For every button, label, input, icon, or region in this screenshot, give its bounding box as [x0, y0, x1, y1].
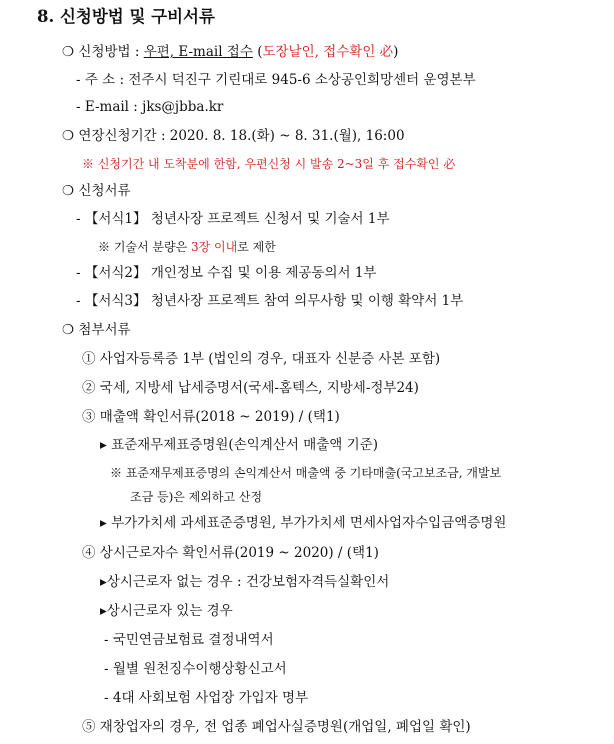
method-note: 도장날인, 접수확인 必: [262, 44, 394, 60]
attachment-4: ④ 상시근로자수 확인서류(2019 ~ 2020) / (택1): [82, 545, 379, 561]
attachment-3-sub-1-note-l2: 조금 등)은 제외하고 산정: [130, 490, 263, 504]
attachment-3-sub-1-note-l1: ※ 표준재무제표증명의 손익계산서 매출액 중 기타매출(국고보조금, 개발보: [110, 466, 502, 480]
deadline-line: [62, 127, 405, 145]
section-heading: 8. 신청방법 및 구비서류: [37, 7, 215, 26]
address-line: - 주 소 : 전주시 덕진구 기린대로 945-6 소상공인희망센터 운영본부: [76, 72, 476, 88]
method-note-open: (: [252, 44, 263, 60]
form-item-1-note-c: 로 제한: [237, 240, 276, 254]
form-item-3: - 【서식3】 청년사장 프로젝트 참여 의무사항 및 이행 확약서 1부: [76, 293, 464, 309]
attachment-4-sub-2: ▸상시근로자 있는 경우: [100, 603, 233, 619]
circle-bullet-icon: ❍: [62, 183, 75, 199]
attachment-3: ③ 매출액 확인서류(2018 ~ 2019) / (택1): [82, 409, 340, 425]
circle-bullet-icon: ❍: [62, 44, 75, 60]
forms-title: 신청서류: [78, 183, 131, 199]
method-label: 신청방법 :: [78, 44, 144, 60]
deadline-text: 연장신청기간 : 2020. 8. 18.(화) ~ 8. 31.(월), 16:00: [78, 128, 405, 144]
method-note-close: ): [393, 44, 399, 60]
form-item-1-note: [98, 238, 276, 256]
circle-bullet-icon: ❍: [62, 128, 75, 144]
deadline-note: ※ 신청기간 내 도착분에 한함, 우편신청 시 발송 2~3일 후 접수확인 必: [82, 157, 456, 171]
email-line: - E-mail : jks@jbba.kr: [76, 99, 224, 115]
method-value: 우편, E-mail 접수: [143, 44, 253, 60]
forms-title-line: [62, 182, 131, 200]
attachment-4-sub-2-item-3: - 4대 사회보험 사업장 가입자 명부: [104, 690, 309, 706]
attachments-title-line: [62, 321, 131, 339]
attachment-4-sub-2-item-1: - 국민연금보험료 결정내역서: [104, 632, 274, 648]
circle-bullet-icon: ❍: [62, 322, 75, 338]
form-item-1-note-b: 3장 이내: [191, 240, 238, 254]
attachment-3-sub-1: ▸ 표준재무제표증명원(손익계산서 매출액 기준): [100, 437, 378, 453]
form-item-1: - 【서식1】 청년사장 프로젝트 신청서 및 기술서 1부: [76, 211, 390, 227]
form-item-1-note-a: ※ 기술서 분량은: [98, 240, 191, 254]
attachment-3-sub-2: ▸ 부가가치세 과세표준증명원, 부가가치세 면세사업자수입금액증명원: [100, 515, 507, 531]
form-item-2: - 【서식2】 개인정보 수집 및 이용 제공동의서 1부: [76, 265, 377, 281]
attachments-title: 첨부서류: [78, 322, 131, 338]
attachment-2: ② 국세, 지방세 납세증명서(국세-홈텍스, 지방세-정부24): [82, 380, 419, 396]
attachment-4-sub-1: ▸상시근로자 없는 경우 : 건강보험자격득실확인서: [100, 574, 390, 590]
attachment-4-sub-2-item-2: - 월별 원천징수이행상황신고서: [104, 661, 287, 677]
attachment-5: ⑤ 재창업자의 경우, 전 업종 폐업사실증명원(개업일, 폐업일 확인): [82, 719, 471, 735]
attachment-1: ① 사업자등록증 1부 (법인의 경우, 대표자 신분증 사본 포함): [82, 351, 441, 367]
method-line: [62, 43, 398, 61]
